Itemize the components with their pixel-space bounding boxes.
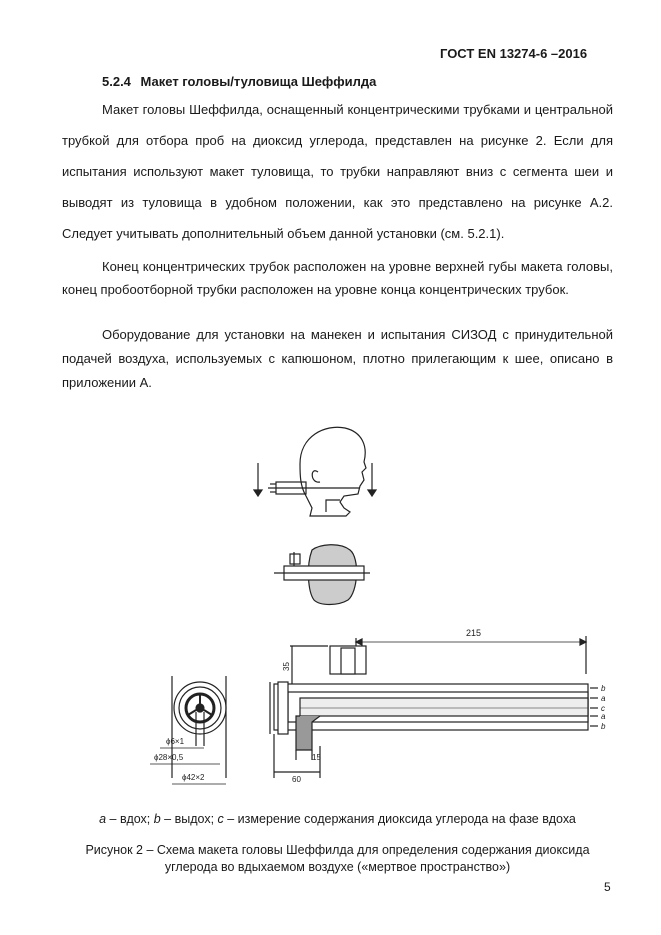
standard-header: ГОСТ EN 13274-6 –2016 bbox=[440, 46, 588, 61]
tube-label: a bbox=[601, 694, 606, 703]
figure-legend bbox=[62, 812, 613, 826]
dim-60: 60 bbox=[292, 775, 301, 784]
dim-phi28: ϕ28×0,5 bbox=[154, 753, 184, 762]
paragraph-1: Макет головы Шеффилда, оснащенный концентрическими трубками и центральной трубкой для отбора проб на диоксид углерода, представлен на рисунке 2. Если для испытания используют макет туловища, то трубки направляют вниз с сегмента шеи и выводят из туловища в удобном положении, как это представлено на рисунке А.2. Следует учитывать дополнительный объем данной установки (см. 5.2.1). bbox=[62, 102, 613, 241]
tube-label: a bbox=[601, 712, 606, 721]
paragraph-2: Конец концентрических трубок расположен на уровне верхней губы макета головы, конец пробоотборной трубки расположен на уровне конца концентрических трубок. bbox=[62, 259, 613, 297]
figure-caption bbox=[62, 842, 613, 876]
head-profile-drawing bbox=[254, 427, 376, 516]
figure-caption-line: углерода во вдыхаемом воздухе («мертвое пространство») bbox=[164, 860, 511, 874]
head-section-drawing bbox=[274, 545, 370, 605]
legend-text: – выдох; bbox=[160, 812, 218, 826]
section-title: Макет головы/туловища Шеффилда bbox=[140, 74, 377, 89]
tube-label: c bbox=[601, 704, 605, 713]
dim-15: 15 bbox=[312, 753, 321, 762]
page-number: 5 bbox=[604, 880, 611, 894]
figure-caption-line: Рисунок 2 – Схема макета головы Шеффилда для определения содержания диоксида bbox=[85, 843, 590, 857]
tube-label: b bbox=[601, 722, 606, 731]
legend-letter: c bbox=[217, 812, 224, 826]
dim-phi42: ϕ42×2 bbox=[182, 773, 205, 782]
dim-phi6: ϕ6×1 bbox=[166, 737, 185, 746]
legend-letter: b bbox=[153, 812, 161, 826]
dim-215: 215 bbox=[466, 628, 482, 638]
legend-text: – вдох; bbox=[106, 812, 154, 826]
section-heading bbox=[102, 74, 376, 89]
tube-assembly-drawing bbox=[270, 628, 606, 784]
figure-sheffield-head-diagram bbox=[150, 416, 620, 796]
tube-end-view-drawing bbox=[150, 676, 226, 784]
tube-label: b bbox=[601, 684, 606, 693]
legend-text: – измерение содержания диоксида углерода на фазе вдоха bbox=[223, 812, 576, 826]
dim-35: 35 bbox=[282, 662, 291, 671]
section-number: 5.2.4 bbox=[102, 74, 131, 89]
legend-letter: a bbox=[99, 812, 107, 826]
paragraph-3: Оборудование для установки на манекен и испытания СИЗОД с принудительной подачей воздуха, используемых с капюшоном, плотно прилегающим к шее, описано в приложении А. bbox=[62, 327, 613, 390]
